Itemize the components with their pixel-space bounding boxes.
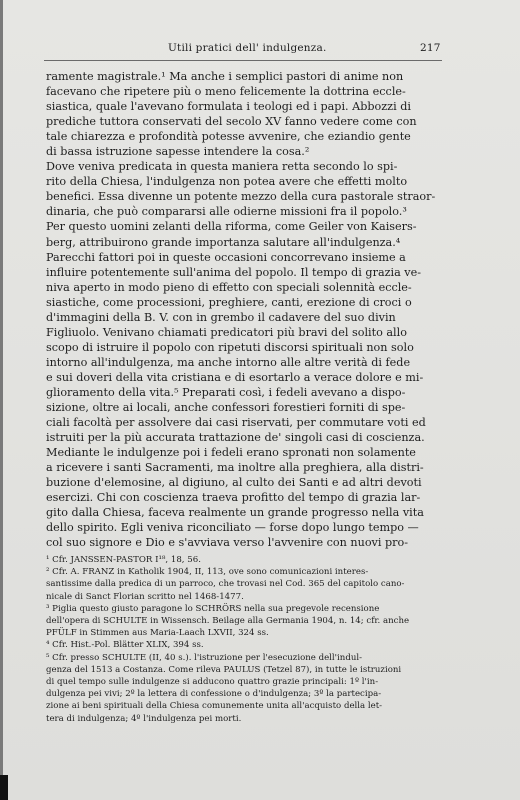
- footnote-line: ¹ Cfr. JANSSEN-PASTOR I¹⁸, 18, 56.: [46, 555, 201, 565]
- footnote-line: dulgenza pei vivi; 2º la lettera di confessione o d'indulgenza; 3º la partecipa-: [46, 689, 382, 700]
- page-number: 217: [420, 42, 441, 54]
- footnote-line: ² Cfr. A. FRANZ in Katholik 1904, II, 113, ove sono comunicazioni interes-: [46, 567, 369, 578]
- footnote-line: ⁴ Cfr. Hist.-Pol. Blätter XLIX, 394 ss.: [46, 640, 204, 651]
- text-line: di bassa istruzione sapesse intendere la cosa.²: [46, 145, 310, 159]
- text-line: glioramento della vita.⁵ Preparati così, i fedeli avevano a dispo-: [46, 385, 406, 399]
- running-title: Utili pratici dell' indulgenza.: [168, 42, 327, 54]
- footnote-line: ³ Piglia questo giusto paragone lo SCHRÖRS nella sua pregevole recensione: [46, 603, 380, 614]
- text-line: Parecchi fattori poi in queste occasioni concorrevano insieme a: [46, 250, 406, 264]
- footnote-line: ⁵ Cfr. presso SCHULTE (II, 40 s.). l'istruzione per l'esecuzione dell'indul-: [46, 652, 363, 663]
- text-line: siastica, quale l'avevano formulata i teologi ed i papi. Abbozzi di: [46, 100, 411, 114]
- text-line: buzione d'elemosine, al digiuno, al culto dei Santi e ad altri devoti: [46, 476, 422, 490]
- text-line: ciali facoltà per assolvere dai casi riservati, per commutare voti ed: [46, 416, 426, 430]
- footnote-line: genza del 1513 a Costanza. Come rileva PAULUS (Tetzel 87), in tutte le istruzioni: [46, 664, 402, 675]
- text-line: col suo signore e Dio e s'avviava verso l'avvenire con nuovi pro-: [46, 536, 409, 550]
- footnote-line: zione ai beni spirituali della Chiesa comunemente unita all'acquisto della let-: [46, 701, 383, 712]
- text-line: rito della Chiesa, l'indulgenza non potea avere che effetti molto: [46, 175, 408, 189]
- text-line: niva aperto in modo pieno di effetto con speciali solennità eccle-: [46, 280, 412, 294]
- main-text: [46, 69, 442, 551]
- text-line: scopo di istruire il popolo con ripetuti discorsi spirituali non solo: [46, 340, 414, 354]
- text-line: dello spirito. Egli veniva riconciliato — forse dopo lungo tempo —: [46, 521, 419, 535]
- text-line: facevano che ripetere più o meno felicemente la dottrina eccle-: [46, 85, 406, 99]
- footnote-line: santissime dalla predica di un parroco, che trovasi nel Cod. 365 del capitolo cano-: [46, 579, 405, 590]
- text-line: d'immagini della B. V. con in grembo il cadavere del suo divin: [46, 310, 396, 324]
- text-line: influire potentemente sull'anima del popolo. Il tempo di grazia ve-: [46, 265, 422, 279]
- text-line: siastiche, come processioni, preghiere, canti, erezione di croci o: [46, 295, 412, 309]
- text-line: gito dalla Chiesa, faceva realmente un grande progresso nella vita: [46, 506, 424, 520]
- text-line: ramente magistrale.¹ Ma anche i semplici pastori di anime non: [46, 70, 404, 83]
- text-line: Mediante le indulgenze poi i fedeli erano spronati non solamente: [46, 446, 416, 460]
- text-line: esercizi. Chi con coscienza traeva profitto del tempo di grazia lar-: [46, 491, 421, 505]
- text-line: istruiti per la più accurata trattazione de' singoli casi di coscienza.: [46, 431, 425, 445]
- scan-mark: [0, 775, 8, 800]
- text-line: Dove veniva predicata in questa maniera retta secondo lo spi-: [46, 160, 398, 174]
- text-line: dinaria, che può compararsi alle odierne missioni fra il popolo.³: [46, 205, 407, 219]
- footnote-line: dell'opera di SCHULTE in Wissensch. Beilage alla Germania 1904, n. 14; cfr. anche: [46, 616, 410, 627]
- text-line: prediche tuttora conservati del secolo XV fanno vedere come con: [46, 115, 417, 129]
- footnote-line: di quel tempo sulle indulgenze si adducono quattro grazie principali: 1º l'in-: [46, 677, 379, 688]
- text-line: sizione, oltre ai locali, anche confessori forestieri forniti di spe-: [46, 401, 406, 415]
- text-line: Figliuolo. Venivano chiamati predicatori più bravi del solito allo: [46, 325, 407, 339]
- text-line: benefici. Essa divenne un potente mezzo della cura pastorale straor-: [46, 190, 436, 204]
- text-line: e sui doveri della vita cristiana e di esortarlo a verace dolore e mi-: [46, 370, 424, 384]
- text-line: a ricevere i santi Sacramenti, ma inoltre alla preghiera, alla distri-: [46, 461, 424, 475]
- scan-edge: [0, 0, 3, 800]
- footnote-line: tera di indulgenza; 4º l'indulgenza pei morti.: [46, 713, 242, 724]
- footnotes: [46, 554, 442, 725]
- header-rule: [44, 60, 442, 61]
- text-line: intorno all'indulgenza, ma anche intorno alle altre verità di fede: [46, 355, 411, 369]
- text-line: Per questo uomini zelanti della riforma, come Geiler von Kaisers-: [46, 220, 417, 234]
- text-line: berg, attribuirono grande importanza salutare all'indulgenza.⁴: [46, 235, 401, 249]
- text-line: tale chiarezza e profondità potesse avvenire, che eziandio gente: [46, 130, 411, 144]
- footnote-line: PFÜLF in Stimmen aus Maria-Laach LXVII, 324 ss.: [46, 628, 269, 639]
- footnote-line: nicale di Sanct Florian scritto nel 1468-1477.: [46, 591, 244, 602]
